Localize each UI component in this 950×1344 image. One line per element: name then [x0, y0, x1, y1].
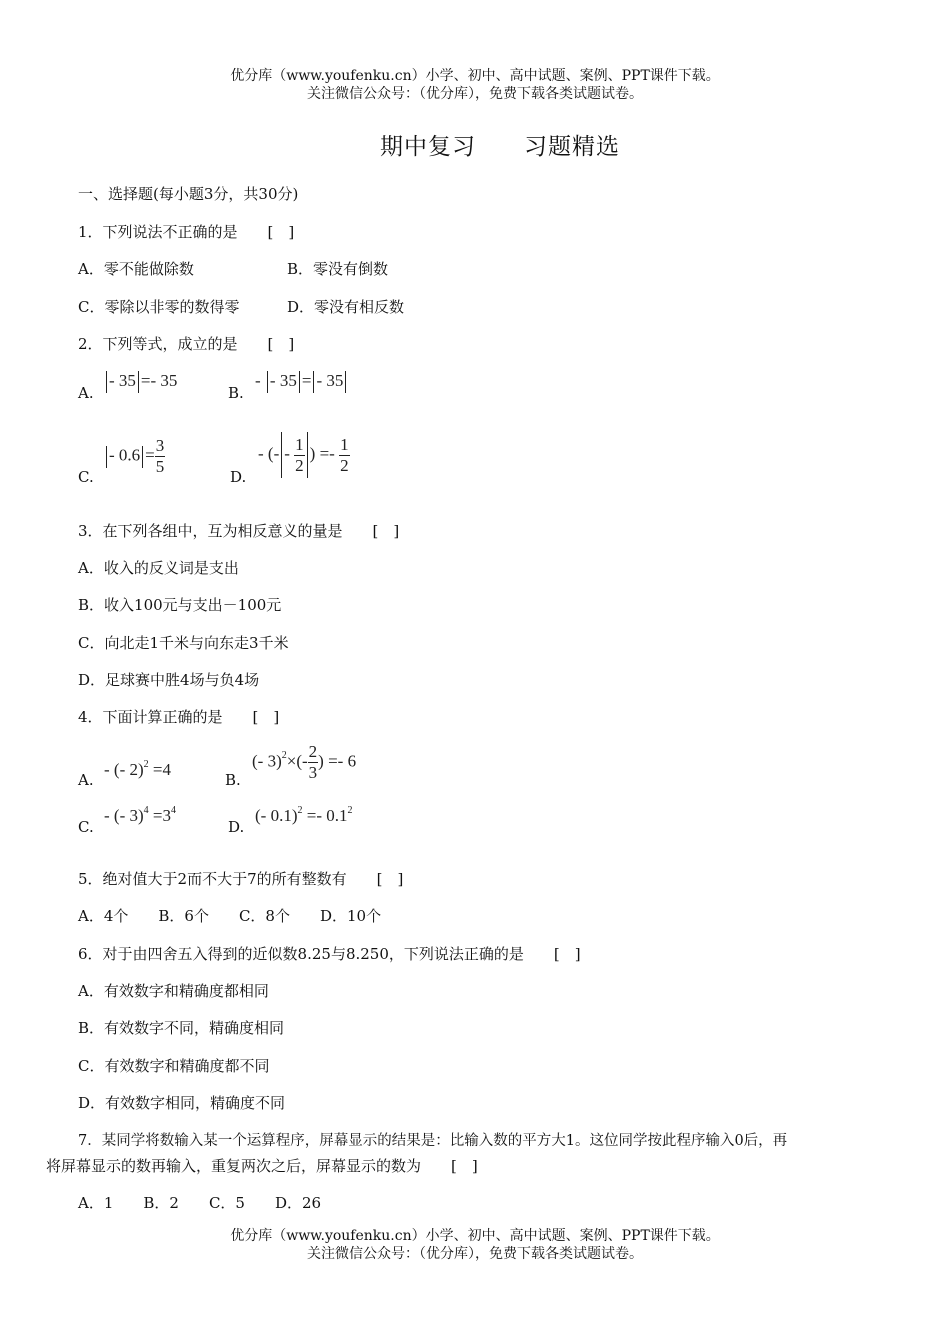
- q4-d-exp2: 2: [347, 805, 353, 816]
- q4-a-exp: 2: [143, 759, 149, 770]
- q2-c-inner: - 0.6: [109, 445, 141, 465]
- q2-expr-b: [255, 371, 348, 393]
- q2-c-eq: =: [145, 445, 155, 465]
- q4-a-rest: =4: [152, 760, 171, 779]
- page-title: 期中复习 习题精选: [380, 134, 620, 160]
- q2-d-num2: 1: [340, 434, 349, 454]
- header-line-2: 关注微信公众号：（优分库），免费下载各类试题试卷。: [307, 86, 643, 102]
- q2-d-den: 2: [295, 455, 304, 475]
- q6-option-a: A．有效数字和精确度都相同: [78, 982, 269, 1000]
- q7-options: A．1 B．2 C．5 D．26: [78, 1194, 322, 1212]
- q4-d-base: (- 0.1): [255, 806, 298, 825]
- q6-stem: 6．对于由四舍五入得到的近似数8.25与8.250，下列说法正确的是 [ ]: [78, 945, 581, 963]
- q2-d-post: ) =-: [309, 443, 335, 463]
- q2-stem: 2．下列等式，成立的是 [ ]: [78, 335, 295, 353]
- q4-b-den: 3: [308, 763, 318, 782]
- q4-label-b: B.: [225, 771, 241, 789]
- q2-label-c: C.: [78, 468, 94, 486]
- q4-expr-d: [255, 806, 352, 826]
- q4-b-rest: ) =- 6: [318, 751, 357, 771]
- footer-line-1: 优分库（www.youfenku.cn）小学、初中、高中试题、案例、PPT课件下载。: [230, 1228, 720, 1244]
- q1-option-a: A．零不能做除数: [78, 260, 194, 278]
- q5-options: A．4个 B．6个 C．8个 D．10个: [78, 907, 382, 925]
- q4-b-base: (- 3): [252, 751, 282, 771]
- q4-stem: 4．下面计算正确的是 [ ]: [78, 708, 280, 726]
- q7-stem-line-2: 将屏幕显示的数再输入，重复两次之后，屏幕显示的数为 [ ]: [46, 1157, 478, 1175]
- q4-label-d: D.: [228, 818, 245, 836]
- q6-option-b: B．有效数字不同，精确度相同: [78, 1019, 285, 1037]
- q2-d-num: 1: [295, 434, 304, 454]
- q2-c-den: 5: [155, 457, 165, 476]
- q6-option-c: C．有效数字和精确度都不同: [78, 1057, 270, 1075]
- q3-option-d: D．足球赛中胜4场与负4场: [78, 671, 260, 689]
- q2-expr-c: [104, 436, 165, 477]
- q4-b-mid: ×(-: [286, 751, 308, 771]
- q2-d-den2: 2: [340, 455, 349, 475]
- q2-b-pre: -: [255, 371, 261, 390]
- q4-c-exp: 4: [143, 805, 149, 816]
- q4-b-num: 2: [308, 742, 318, 761]
- header-line-1: 优分库（www.youfenku.cn）小学、初中、高中试题、案例、PPT课件下载。: [230, 68, 720, 84]
- q4-expr-a: [104, 760, 171, 780]
- q4-b-exp: 2: [281, 750, 287, 762]
- q1-option-c: C．零除以非零的数得零: [78, 298, 240, 316]
- q2-expr-a: [104, 371, 177, 393]
- q4-c-exp2: 4: [171, 805, 176, 816]
- q2-d-pre: - (-: [258, 443, 280, 463]
- q6-option-d: D．有效数字相同，精确度不同: [78, 1094, 286, 1112]
- q2-label-d: D.: [230, 468, 247, 486]
- q1-option-b: B．零没有倒数: [287, 260, 389, 278]
- q2-a-inner: - 35: [109, 371, 136, 390]
- q4-a-base: - (- 2): [104, 760, 144, 779]
- q2-b-mid: =: [301, 371, 312, 390]
- q3-stem: 3．在下列各组中，互为相反意义的量是 [ ]: [78, 522, 400, 540]
- q3-option-b: B．收入100元与支出－100元: [78, 596, 282, 614]
- q4-expr-b: [252, 742, 356, 783]
- q2-c-num: 3: [155, 436, 165, 455]
- q2-label-a: A.: [78, 384, 94, 402]
- q1-option-d: D．零没有相反数: [287, 298, 405, 316]
- q2-a-post: =- 35: [140, 371, 178, 390]
- q2-expr-d: [258, 432, 350, 478]
- footer-line-2: 关注微信公众号：（优分库），免费下载各类试题试卷。: [307, 1246, 643, 1262]
- q2-label-b: B.: [228, 384, 244, 402]
- q4-d-exp: 2: [297, 805, 303, 816]
- q3-option-c: C．向北走1千米与向东走3千米: [78, 634, 289, 652]
- q4-c-rest: =3: [152, 806, 171, 825]
- q5-stem: 5．绝对值大于2而不大于7的所有整数有 [ ]: [78, 870, 404, 888]
- q4-d-rest: =- 0.1: [306, 806, 348, 825]
- q2-d-neg: -: [284, 443, 290, 463]
- q4-label-a: A.: [78, 771, 94, 789]
- section-heading: 一、选择题(每小题3分，共30分): [78, 185, 299, 203]
- q7-stem-line-1: 7．某同学将数输入某一个运算程序，屏幕显示的结果是：比输入数的平方大1。这位同学按此程序输入0后，再: [78, 1133, 788, 1149]
- q2-b-inner: - 35: [269, 371, 297, 390]
- q4-c-base: - (- 3): [104, 806, 144, 825]
- q4-expr-c: [104, 806, 176, 826]
- q2-b-inner2: - 35: [316, 371, 344, 390]
- q1-stem: 1．下列说法不正确的是 [ ]: [78, 223, 295, 241]
- q4-label-c: C.: [78, 818, 94, 836]
- q3-option-a: A．收入的反义词是支出: [78, 559, 239, 577]
